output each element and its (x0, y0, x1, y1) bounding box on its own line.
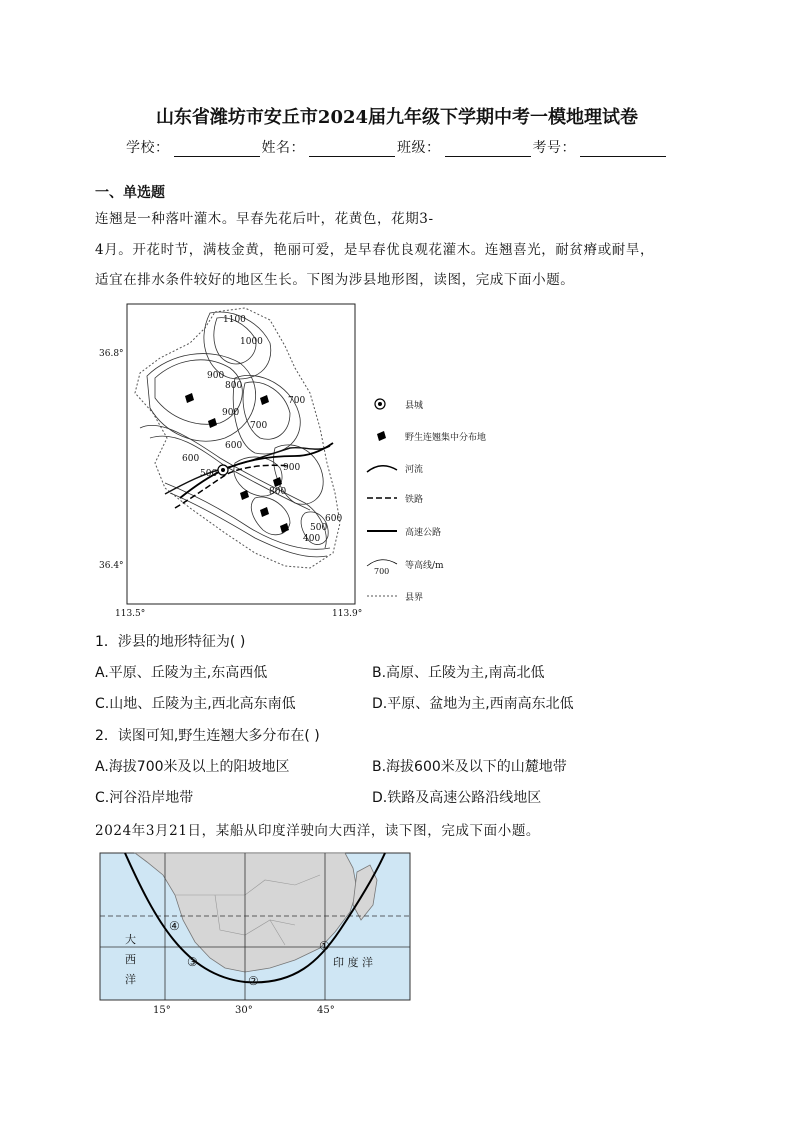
point-3-label: ③ (187, 955, 198, 969)
legend-river-icon (367, 466, 397, 472)
name-blank[interactable] (309, 142, 395, 157)
lat-bottom-label: 36.4° (99, 561, 124, 571)
class-label: 班级： (397, 140, 441, 156)
atlantic-label-2: 西 (125, 953, 136, 966)
school-label: 学校： (126, 140, 170, 156)
legend-river-label: 河流 (405, 465, 424, 475)
lon-30-label: 30° (235, 1005, 253, 1016)
forsythia-marker-icon (280, 523, 289, 533)
map-legend (367, 399, 486, 603)
passage1-line1: 连翘是一种落叶灌木。早春先花后叶，花黄色，花期3- (95, 211, 434, 227)
q2-stem: 2．读图可知,野生连翘大多分布在( ) (95, 728, 320, 744)
school-blank[interactable] (174, 142, 260, 157)
map-frame (127, 304, 355, 604)
lon-right-label: 113.9° (332, 609, 363, 619)
legend-contour-sample: 700 (374, 567, 390, 576)
exam-number-blank[interactable] (580, 142, 666, 157)
county-seat-icon (218, 465, 228, 475)
contour-label-1100: 1100 (223, 315, 246, 325)
legend-contour-label: 等高线/m (405, 561, 444, 571)
contour-label-900-c: 900 (283, 463, 301, 473)
point-1-label: ① (319, 939, 330, 953)
forsythia-marker-icon (260, 507, 269, 517)
contour-label-700-a: 700 (288, 396, 306, 406)
class-blank[interactable] (445, 142, 531, 157)
contour-label-700-b: 700 (250, 421, 268, 431)
q1-stem: 1．涉县的地形特征为( ) (95, 634, 246, 650)
lon-45-label: 45° (317, 1005, 335, 1016)
contour-label-900-b: 900 (222, 408, 240, 418)
q2-option-a[interactable]: A.海拔700米及以上的阳坡地区 (95, 759, 290, 775)
legend-forsythia-label: 野生连翘集中分布地 (405, 433, 487, 443)
q2-option-b[interactable]: B.海拔600米及以下的山麓地带 (372, 759, 567, 775)
indian-ocean-label: 印 度 洋 (333, 956, 373, 969)
contour-lines (140, 312, 330, 557)
forsythia-marker-icon (260, 395, 269, 405)
student-info-line (0, 137, 794, 157)
contour-label-600-b: 600 (182, 454, 200, 464)
legend-forsythia-icon (377, 431, 386, 441)
lon-15-label: 15° (153, 1005, 171, 1016)
contour-label-800-b: 800 (269, 487, 287, 497)
contour-label-1000: 1000 (240, 337, 263, 347)
forsythia-marker-icon (208, 418, 217, 428)
contour-label-600-a: 600 (225, 441, 243, 451)
point-2-label: ② (248, 974, 259, 988)
contour-label-500-b: 500 (310, 523, 328, 533)
name-label: 姓名： (261, 140, 305, 156)
lat-top-label: 36.8° (99, 349, 124, 359)
legend-border-label: 县界 (405, 593, 424, 603)
q1-option-b[interactable]: B.高原、丘陵为主,南高北低 (372, 665, 545, 681)
forsythia-marker-icon (185, 393, 194, 403)
legend-railway-label: 铁路 (405, 495, 424, 505)
route-map (95, 850, 425, 1020)
passage2-text: 2024年3月21日，某船从印度洋驶向大西洋，读下图，完成下面小题。 (95, 823, 541, 839)
contour-label-800: 800 (225, 381, 243, 391)
lon-left-label: 113.5° (115, 609, 146, 619)
contour-label-500-a: 500 (200, 469, 218, 479)
legend-highway-label: 高速公路 (405, 528, 442, 538)
atlantic-label-3: 洋 (125, 973, 136, 986)
q1-option-a[interactable]: A.平原、丘陵为主,东高西低 (95, 665, 268, 681)
exam-number-label: 考号： (532, 140, 576, 156)
q1-option-c[interactable]: C.山地、丘陵为主,西北高东南低 (95, 696, 296, 712)
contour-label-900-a: 900 (207, 371, 225, 381)
passage1-line3: 适宜在排水条件较好的地区生长。下图为涉县地形图，读图，完成下面小题。 (95, 272, 575, 288)
q1-option-d[interactable]: D.平原、盆地为主,西南高东北低 (372, 696, 574, 712)
section-title: 一、单选题 (95, 185, 165, 201)
contour-label-400: 400 (303, 534, 321, 544)
legend-contour-icon (367, 560, 397, 566)
contour-label-600-c: 600 (325, 514, 343, 524)
legend-county-label: 县城 (405, 401, 424, 411)
passage1-line2: 4月。开花时节，满枝金黄，艳丽可爱，是早春优良观花灌木。连翘喜光，耐贫瘠或耐旱， (95, 242, 655, 258)
point-4-label: ④ (169, 919, 180, 933)
exam-title: 山东省潍坊市安丘市2024届九年级下学期中考一模地理试卷 (155, 107, 639, 128)
terrain-map (95, 298, 530, 623)
atlantic-label-1: 大 (125, 933, 136, 946)
q2-option-c[interactable]: C.河谷沿岸地带 (95, 790, 194, 806)
q2-option-d[interactable]: D.铁路及高速公路沿线地区 (372, 790, 542, 806)
